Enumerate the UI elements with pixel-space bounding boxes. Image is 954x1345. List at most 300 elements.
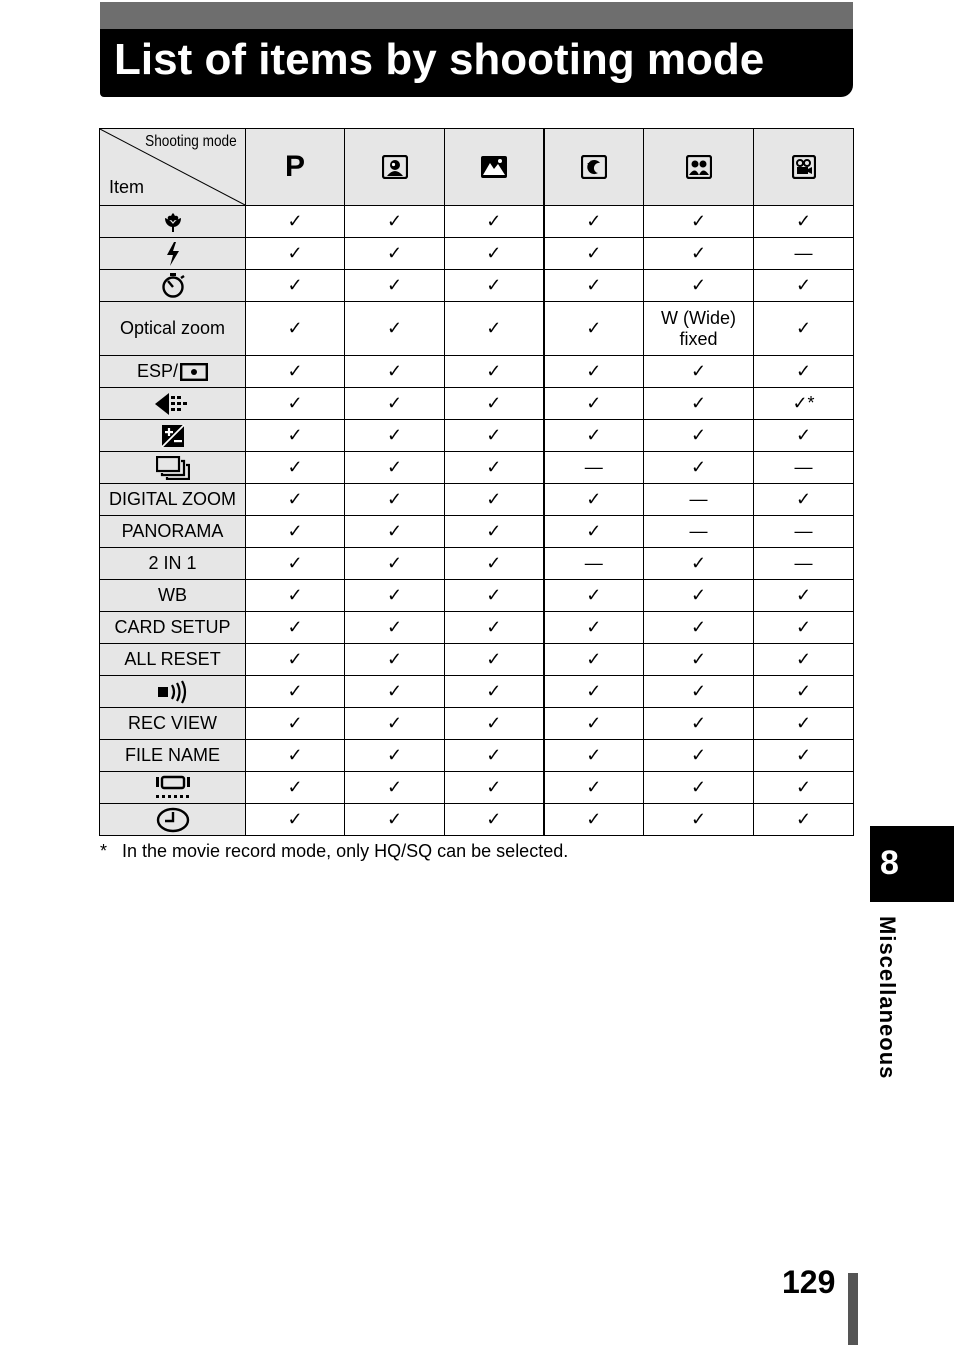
- check-mark: ✓: [386, 585, 403, 605]
- table-row: [100, 420, 854, 452]
- check-mark: ✓: [287, 681, 303, 701]
- footnote: [100, 841, 568, 862]
- mode-cell: [644, 270, 754, 302]
- check-mark: ✓: [690, 777, 707, 797]
- row-item-label: PANORAMA: [121, 521, 224, 541]
- mode-cell: [345, 388, 445, 420]
- check-mark: ✓: [287, 361, 303, 381]
- mode-cell: [246, 740, 345, 772]
- check-mark: ✓: [486, 275, 502, 295]
- page-title: List of items by shooting mode: [114, 35, 765, 84]
- not-available-dash: —: [584, 553, 603, 573]
- check-mark: ✓: [586, 243, 602, 263]
- mode-cell: [246, 804, 345, 836]
- table-row: [100, 452, 854, 484]
- table-row: [100, 740, 854, 772]
- mode-cell: [544, 772, 644, 804]
- check-mark: ✓: [586, 318, 602, 338]
- not-available-dash: —: [689, 489, 708, 509]
- check-mark: ✓: [690, 585, 707, 605]
- check-mark: ✓: [386, 275, 403, 295]
- check-mark: ✓: [795, 809, 812, 829]
- mode-cell: [644, 302, 754, 356]
- check-mark: ✓: [486, 745, 502, 765]
- check-mark: ✓: [586, 393, 602, 413]
- check-mark: ✓: [287, 585, 303, 605]
- check-mark: ✓: [486, 777, 502, 797]
- mode-cell: [345, 612, 445, 644]
- check-mark: ✓: [287, 617, 303, 637]
- chapter-number: 8: [880, 844, 899, 882]
- table-row: [100, 804, 854, 836]
- mode-cell: [754, 708, 854, 740]
- not-available-dash: —: [794, 553, 813, 573]
- check-mark: ✓: [690, 393, 707, 413]
- row-item-cell: [100, 580, 246, 612]
- mode-cell: [445, 580, 544, 612]
- table-row: [100, 238, 854, 270]
- check-mark: ✓: [287, 275, 303, 295]
- item-label: Item: [109, 177, 145, 197]
- table-row: [100, 708, 854, 740]
- chapter-tab: [870, 826, 954, 902]
- mode-cell: [345, 238, 445, 270]
- mode-cell: [445, 302, 544, 356]
- mode-cell: [445, 676, 544, 708]
- pixel-mapping-icon: [155, 776, 191, 796]
- check-mark: ✓: [386, 649, 403, 669]
- mode-cell: [445, 238, 544, 270]
- mode-cell: [345, 644, 445, 676]
- mode-cell: [345, 302, 445, 356]
- check-mark: ✓: [386, 361, 403, 381]
- mode-cell: [246, 388, 345, 420]
- footnote-marker: *: [100, 841, 108, 861]
- mode-cell: [345, 452, 445, 484]
- mode-cell: [754, 612, 854, 644]
- mode-cell: [246, 548, 345, 580]
- check-mark: ✓: [386, 521, 403, 541]
- mode-cell: [246, 516, 345, 548]
- mode-header-portrait: [345, 129, 445, 206]
- check-mark: ✓: [586, 777, 602, 797]
- table-row: [100, 356, 854, 388]
- check-mark: ✓: [386, 617, 403, 637]
- check-mark: ✓: [486, 318, 502, 338]
- check-mark: ✓: [287, 745, 303, 765]
- table-row: [100, 644, 854, 676]
- mode-cell: [246, 772, 345, 804]
- shooting-mode-table: [99, 128, 854, 836]
- mode-cell: [246, 238, 345, 270]
- table-row: [100, 388, 854, 420]
- check-mark: ✓: [690, 275, 707, 295]
- macro-icon: [161, 210, 185, 230]
- mode-cell: [544, 804, 644, 836]
- clock-icon: [156, 808, 190, 828]
- mode-cell: [644, 772, 754, 804]
- mode-cell: [445, 206, 544, 238]
- row-item-cell: [100, 708, 246, 740]
- shooting-mode-label: Shooting mode: [145, 133, 237, 150]
- check-mark: ✓: [586, 521, 602, 541]
- check-mark: ✓: [586, 617, 602, 637]
- check-mark: ✓: [586, 211, 602, 231]
- night-scene-mode-icon: [581, 155, 607, 179]
- check-mark: ✓: [486, 425, 502, 445]
- not-available-dash: —: [794, 521, 813, 541]
- check-mark: ✓: [287, 243, 303, 263]
- check-mark: ✓: [386, 809, 403, 829]
- check-mark: ✓: [386, 243, 403, 263]
- check-mark: ✓: [287, 457, 303, 477]
- mode-cell: [445, 484, 544, 516]
- mode-cell: [644, 548, 754, 580]
- check-mark: ✓: [795, 713, 812, 733]
- check-mark: ✓: [690, 425, 707, 445]
- mode-cell: [544, 420, 644, 452]
- check-mark: ✓: [486, 713, 502, 733]
- mode-cell: [445, 356, 544, 388]
- footnote-text: In the movie record mode, only HQ/SQ can be selected.: [122, 841, 569, 861]
- mode-cell: [544, 644, 644, 676]
- check-mark: ✓: [690, 681, 707, 701]
- mode-cell: [754, 420, 854, 452]
- mode-cell: [445, 644, 544, 676]
- mode-cell: [754, 516, 854, 548]
- check-mark: ✓: [690, 617, 707, 637]
- mode-header-self-portrait: [644, 129, 754, 206]
- mode-cell: [445, 708, 544, 740]
- mode-cell: [345, 804, 445, 836]
- check-mark: ✓: [386, 425, 403, 445]
- check-mark: ✓: [795, 318, 812, 338]
- check-mark: ✓: [586, 809, 602, 829]
- mode-cell: [246, 484, 345, 516]
- row-item-cell: [100, 238, 246, 270]
- check-mark: ✓: [486, 585, 502, 605]
- mode-cell: [754, 772, 854, 804]
- check-mark: ✓: [486, 617, 502, 637]
- check-mark: ✓: [386, 457, 403, 477]
- row-item-cell: [100, 644, 246, 676]
- mode-cell: [754, 270, 854, 302]
- check-mark: ✓: [795, 649, 812, 669]
- landscape-mode-icon: [480, 155, 508, 179]
- row-item-cell: [100, 420, 246, 452]
- mode-cell: [644, 612, 754, 644]
- check-mark: ✓: [386, 745, 403, 765]
- row-item-cell: [100, 676, 246, 708]
- check-mark: ✓: [486, 243, 502, 263]
- beep-icon: [156, 680, 190, 700]
- row-item-cell: [100, 548, 246, 580]
- check-mark: ✓: [486, 809, 502, 829]
- mode-cell: [644, 238, 754, 270]
- row-item-cell: [100, 356, 246, 388]
- mode-header-movie: [754, 129, 854, 206]
- mode-cell: [644, 804, 754, 836]
- check-mark: ✓: [795, 361, 812, 381]
- mode-cell: [754, 238, 854, 270]
- row-item-label: 2 IN 1: [148, 553, 197, 573]
- row-item-cell: [100, 270, 246, 302]
- row-item-label: FILE NAME: [124, 745, 221, 765]
- check-mark: ✓: [586, 425, 602, 445]
- row-item-cell: [100, 484, 246, 516]
- check-mark: ✓: [287, 809, 303, 829]
- mode-cell: [544, 548, 644, 580]
- mode-cell: [544, 388, 644, 420]
- check-mark: ✓: [795, 617, 812, 637]
- mode-cell: [246, 580, 345, 612]
- not-available-dash: —: [584, 457, 603, 477]
- program-mode-icon: P: [284, 150, 305, 183]
- check-mark: ✓: [690, 243, 707, 263]
- check-mark: ✓: [486, 457, 502, 477]
- mode-cell: [445, 388, 544, 420]
- check-mark: ✓: [386, 211, 403, 231]
- mode-cell: [544, 270, 644, 302]
- mode-cell: [345, 516, 445, 548]
- table-body: [100, 206, 854, 836]
- mode-header-landscape: [445, 129, 544, 206]
- check-mark: ✓: [386, 713, 403, 733]
- mode-cell: [246, 612, 345, 644]
- mode-cell: [445, 612, 544, 644]
- mode-cell: [644, 644, 754, 676]
- mode-cell: [246, 420, 345, 452]
- title-top-strip: [100, 2, 853, 29]
- mode-cell: [345, 580, 445, 612]
- table-row: [100, 612, 854, 644]
- check-mark: ✓: [386, 393, 403, 413]
- check-mark: ✓: [690, 457, 707, 477]
- check-mark: ✓: [287, 713, 303, 733]
- row-item-label: Optical zoom: [119, 318, 226, 338]
- check-mark: ✓: [690, 713, 707, 733]
- check-mark: ✓: [690, 553, 707, 573]
- mode-cell: [445, 516, 544, 548]
- check-mark: ✓: [586, 585, 602, 605]
- corner-header-cell: [100, 129, 246, 206]
- check-mark: ✓: [287, 318, 303, 338]
- mode-cell: [246, 302, 345, 356]
- check-mark: ✓: [287, 777, 303, 797]
- mode-cell: [445, 740, 544, 772]
- check-mark: ✓: [287, 425, 303, 445]
- mode-cell: [246, 270, 345, 302]
- check-mark: ✓: [486, 681, 502, 701]
- table-row: [100, 302, 854, 356]
- row-item-label: REC VIEW: [127, 713, 217, 733]
- mode-cell: [644, 388, 754, 420]
- cell-note: W (Wide) fixed: [661, 307, 736, 349]
- check-mark: ✓: [486, 489, 502, 509]
- mode-cell: [754, 206, 854, 238]
- mode-cell: [445, 420, 544, 452]
- check-mark: ✓: [486, 521, 502, 541]
- check-mark: ✓: [287, 649, 303, 669]
- table-row: [100, 206, 854, 238]
- check-mark: ✓: [287, 211, 303, 231]
- mode-cell: [644, 516, 754, 548]
- spot-metering-icon: [180, 361, 208, 381]
- mode-cell: [544, 238, 644, 270]
- exposure-compensation-icon: [161, 424, 185, 444]
- check-mark: ✓: [586, 681, 602, 701]
- mode-header-night-scene: [544, 129, 644, 206]
- check-mark: ✓: [795, 211, 812, 231]
- mode-cell: [754, 302, 854, 356]
- mode-cell: [445, 452, 544, 484]
- mode-cell: [754, 676, 854, 708]
- mode-cell: [644, 206, 754, 238]
- check-mark: ✓: [795, 275, 812, 295]
- mode-cell: [544, 302, 644, 356]
- check-mark: ✓: [795, 585, 812, 605]
- mode-cell: [246, 356, 345, 388]
- check-mark: ✓: [486, 553, 502, 573]
- mode-cell: [544, 612, 644, 644]
- row-item-cell: [100, 302, 246, 356]
- mode-cell: [445, 270, 544, 302]
- mode-cell: [445, 804, 544, 836]
- check-mark: ✓: [586, 489, 602, 509]
- row-item-cell: [100, 740, 246, 772]
- mode-cell: [644, 452, 754, 484]
- mode-cell: [246, 644, 345, 676]
- table-row: [100, 548, 854, 580]
- mode-cell: [544, 708, 644, 740]
- check-mark: ✓: [586, 361, 602, 381]
- mode-cell: [754, 356, 854, 388]
- mode-cell: [544, 516, 644, 548]
- check-mark: ✓: [486, 393, 502, 413]
- self-portrait-mode-icon: [686, 155, 712, 179]
- title-bar: [100, 2, 853, 97]
- movie-mode-icon: [792, 155, 816, 179]
- mode-cell: [246, 708, 345, 740]
- table-row: [100, 270, 854, 302]
- mode-cell: [544, 452, 644, 484]
- row-item-cell: [100, 804, 246, 836]
- table-row: [100, 516, 854, 548]
- check-mark: ✓: [386, 318, 403, 338]
- row-item-label: WB: [158, 585, 187, 605]
- mode-cell: [445, 772, 544, 804]
- mode-cell: [345, 676, 445, 708]
- check-mark: ✓: [795, 745, 812, 765]
- mode-cell: [644, 356, 754, 388]
- check-mark: ✓: [486, 211, 502, 231]
- row-item-label: CARD SETUP: [114, 617, 231, 637]
- mode-cell: [544, 206, 644, 238]
- mode-cell: [754, 484, 854, 516]
- check-mark: ✓: [386, 681, 403, 701]
- check-mark: ✓: [690, 745, 707, 765]
- row-item-cell: [100, 206, 246, 238]
- check-mark: ✓: [486, 649, 502, 669]
- row-item-cell: [100, 452, 246, 484]
- check-mark: ✓: [795, 681, 812, 701]
- mode-cell: [345, 708, 445, 740]
- mode-header-program: [246, 129, 345, 206]
- mode-cell: [345, 206, 445, 238]
- check-mark: ✓: [690, 361, 707, 381]
- mode-cell: [644, 740, 754, 772]
- mode-cell: [754, 804, 854, 836]
- mode-cell: [644, 420, 754, 452]
- record-mode-icon: [154, 392, 192, 412]
- self-timer-icon: [160, 274, 186, 294]
- mode-cell: [644, 580, 754, 612]
- check-mark: ✓: [795, 425, 812, 445]
- row-item-label: ESP/: [136, 361, 179, 381]
- check-mark: ✓: [386, 777, 403, 797]
- mode-cell: [644, 676, 754, 708]
- title-block: [100, 29, 853, 97]
- flash-icon: [165, 242, 181, 262]
- table-row: [100, 580, 854, 612]
- mode-cell: [544, 356, 644, 388]
- mode-cell: [754, 548, 854, 580]
- check-mark: ✓: [287, 553, 303, 573]
- check-mark: ✓: [586, 713, 602, 733]
- not-available-dash: —: [794, 243, 813, 263]
- mode-cell: [246, 676, 345, 708]
- mode-cell: [544, 676, 644, 708]
- sequential-shooting-icon: [156, 456, 190, 476]
- check-mark: ✓*: [792, 393, 815, 413]
- mode-cell: [644, 484, 754, 516]
- mode-cell: [345, 548, 445, 580]
- row-item-cell: [100, 612, 246, 644]
- table-row: [100, 676, 854, 708]
- mode-cell: [754, 452, 854, 484]
- check-mark: ✓: [795, 489, 812, 509]
- header-row: [100, 129, 854, 206]
- row-item-cell: [100, 388, 246, 420]
- check-mark: ✓: [386, 489, 403, 509]
- check-mark: ✓: [586, 275, 602, 295]
- mode-cell: [544, 580, 644, 612]
- check-mark: ✓: [287, 393, 303, 413]
- mode-cell: [754, 740, 854, 772]
- mode-cell: [754, 644, 854, 676]
- mode-cell: [345, 356, 445, 388]
- mode-cell: [754, 580, 854, 612]
- row-item-cell: [100, 772, 246, 804]
- portrait-mode-icon: [382, 155, 408, 179]
- mode-cell: [345, 772, 445, 804]
- mode-cell: [246, 452, 345, 484]
- table-row: [100, 772, 854, 804]
- row-item-cell: [100, 516, 246, 548]
- mode-cell: [345, 484, 445, 516]
- check-mark: ✓: [586, 649, 602, 669]
- chapter-label: Miscellaneous: [875, 916, 900, 1080]
- check-mark: ✓: [386, 553, 403, 573]
- check-mark: ✓: [287, 489, 303, 509]
- check-mark: ✓: [287, 521, 303, 541]
- check-mark: ✓: [690, 649, 707, 669]
- mode-cell: [644, 708, 754, 740]
- mode-cell: [345, 270, 445, 302]
- check-mark: ✓: [586, 745, 602, 765]
- check-mark: ✓: [486, 361, 502, 381]
- page-number: 129: [782, 1264, 836, 1300]
